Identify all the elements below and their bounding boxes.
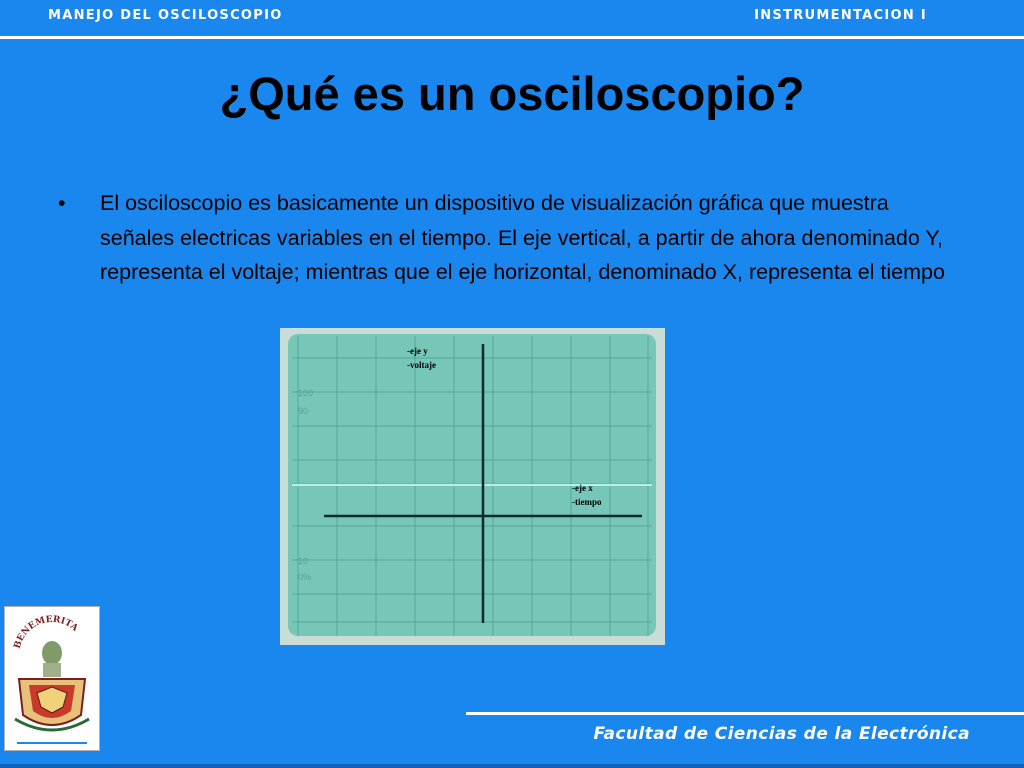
header-course-name: INSTRUMENTACION I (754, 8, 927, 23)
footer-divider (466, 712, 1024, 715)
x-axis-sublabel: -tiempo (572, 497, 602, 507)
scale-label-90: 90 (298, 406, 309, 416)
footer-faculty-name: Facultad de Ciencias de la Electrónica (593, 724, 970, 744)
slide-title: ¿Qué es un osciloscopio? (219, 67, 805, 120)
oscilloscope-image (280, 328, 665, 645)
x-axis-label: -eje x (572, 483, 593, 493)
header-course-topic: MANEJO DEL OSCILOSCOPIO (48, 8, 283, 23)
y-axis-label: -eje y (407, 346, 428, 356)
scale-label-10: 10 (298, 556, 309, 566)
university-logo (4, 606, 100, 751)
bullet-item (58, 186, 958, 290)
header-divider (0, 36, 1024, 39)
bottom-strip (0, 764, 1024, 768)
bullet-icon: • (58, 191, 66, 215)
scale-label-0: 0% (298, 572, 312, 582)
scale-label-100: 100 (298, 388, 314, 398)
logo-text: BENEMERITA (12, 614, 80, 650)
oscilloscope-graticule (280, 328, 665, 645)
bullet-text: El osciloscopio es basicamente un dispositivo de visualización gráfica que muestra señales electricas variables en el tiempo. El eje vertical, a partir de ahora denominado Y, representa el voltaje; mientras que el eje horizontal, denominado X, representa el tiempo (100, 191, 945, 284)
university-crest-icon (5, 607, 99, 750)
y-axis-sublabel: -voltaje (407, 360, 436, 370)
bullet-list (58, 186, 958, 290)
